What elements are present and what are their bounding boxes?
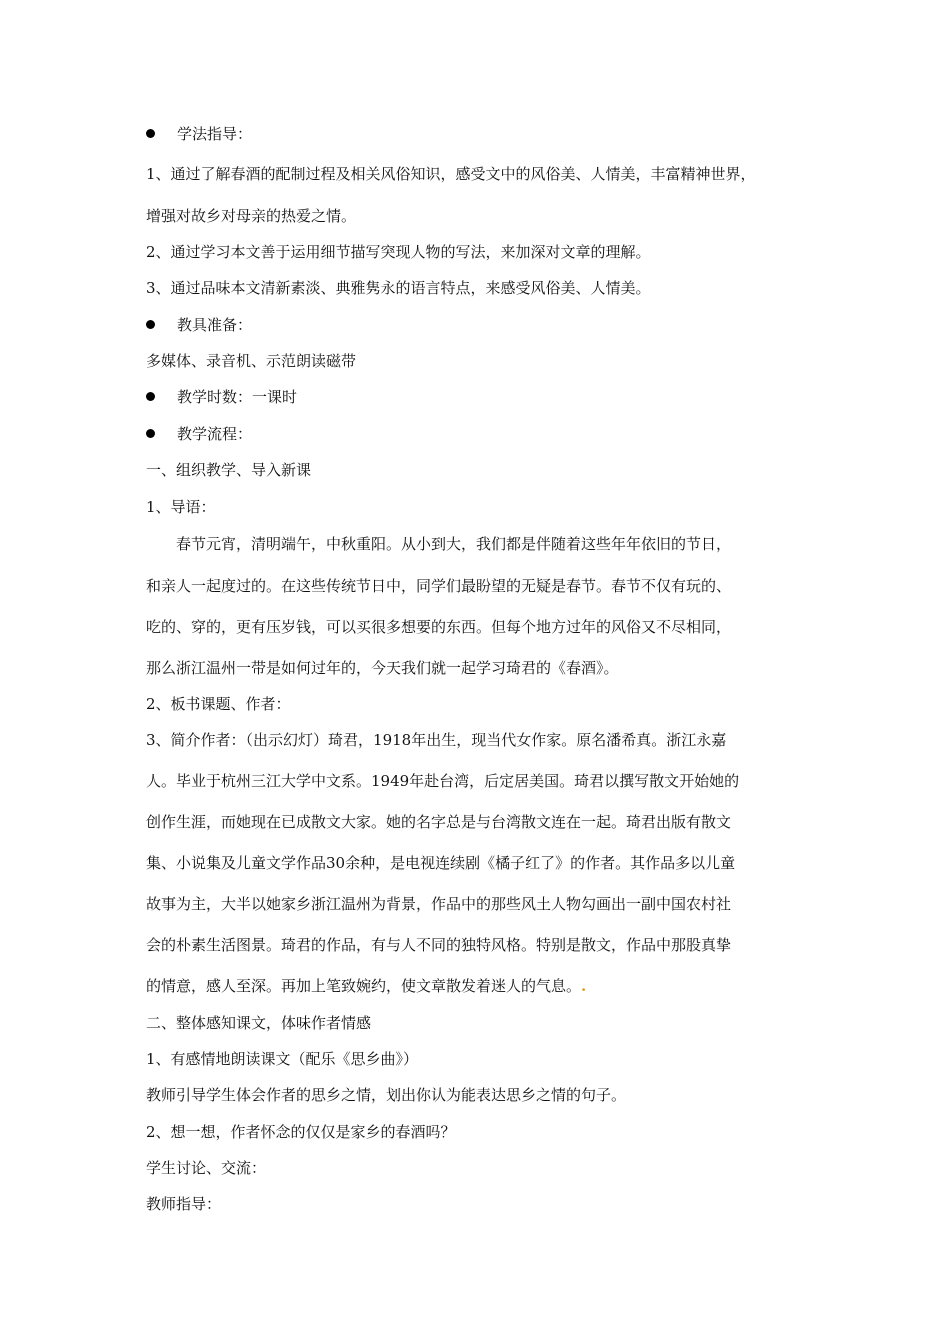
author-paragraph-line: 人。毕业于杭州三江大学中文系。1949年赴台湾，后定居美国。琦君以撰写散文开始她的 (146, 772, 740, 790)
study-method-line: 3、通过品味本文清新素淡、典雅隽永的语言特点，来感受风俗美、人情美。 (146, 279, 651, 297)
hours-heading: 教学时数：一课时 (146, 387, 297, 407)
section2-item: 教师指导： (146, 1195, 222, 1213)
intro-paragraph-line: 和亲人一起度过的。在这些传统节日中，同学们最盼望的无疑是春节。春节不仅有玩的、 (146, 577, 732, 595)
author-paragraph-line: 会的朴素生活图景。琦君的作品，有与人不同的独特风格。特别是散文，作品中那股真挚 (146, 936, 732, 954)
trailing-mark: . (581, 977, 587, 995)
section2-item: 1、有感情地朗读课文（配乐《思乡曲》） (146, 1050, 419, 1068)
author-paragraph-line: 的情意，感人至深。再加上笔致婉约，使文章散发着迷人的气息。. (146, 977, 587, 995)
study-method-line: 2、通过学习本文善于运用细节描写突现人物的写法，来加深对文章的理解。 (146, 243, 651, 261)
bullet-icon (146, 129, 155, 138)
section1-title: 一、组织教学、导入新课 (146, 461, 312, 479)
section2-item: 教师引导学生体会作者的思乡之情，划出你认为能表达思乡之情的句子。 (146, 1086, 627, 1104)
author-paragraph-line: 3、简介作者：（出示幻灯）琦君，1918年出生，现当代女作家。原名潘希真。浙江永嘉 (146, 731, 727, 749)
author-paragraph-line: 集、小说集及儿童文学作品30余种，是电视连续剧《橘子红了》的作者。其作品多以儿童 (146, 854, 736, 872)
author-paragraph-line: 创作生涯，而她现在已成散文大家。她的名字总是与台湾散文连在一起。琦君出版有散文 (146, 813, 732, 831)
section2-item: 2、想一想，作者怀念的仅仅是家乡的春酒吗？ (146, 1123, 456, 1141)
study-method-line: 增强对故乡对母亲的热爱之情。 (146, 207, 357, 225)
author-paragraph-line: 故事为主，大半以她家乡浙江温州为背景，作品中的那些风土人物勾画出一副中国农村社 (146, 895, 732, 913)
tools-heading: 教具准备： (146, 315, 252, 335)
process-heading: 教学流程： (146, 424, 252, 444)
bullet-icon (146, 392, 155, 401)
intro-paragraph-line: 春节元宵，清明端午，中秋重阳。从小到大，我们都是伴随着这些年年依旧的节日， (176, 535, 732, 553)
study-method-line: 1、通过了解春酒的配制过程及相关风俗知识，感受文中的风俗美、人情美，丰富精神世界， (146, 165, 756, 183)
intro-paragraph-line: 吃的、穿的，更有压岁钱，可以买很多想要的东西。但每个地方过年的风俗又不尽相同， (146, 618, 732, 636)
section2-title: 二、整体感知课文，体味作者情感 (146, 1014, 372, 1032)
study-method-heading: 学法指导： (146, 124, 252, 144)
board-label: 2、板书课题、作者： (146, 695, 291, 713)
intro-label: 1、导语： (146, 498, 216, 516)
section2-item: 学生讨论、交流： (146, 1159, 267, 1177)
bullet-icon (146, 320, 155, 329)
intro-paragraph-line: 那么浙江温州一带是如何过年的，今天我们就一起学习琦君的《春酒》。 (146, 659, 619, 677)
bullet-icon (146, 429, 155, 438)
tools-text: 多媒体、录音机、示范朗读磁带 (146, 352, 357, 370)
